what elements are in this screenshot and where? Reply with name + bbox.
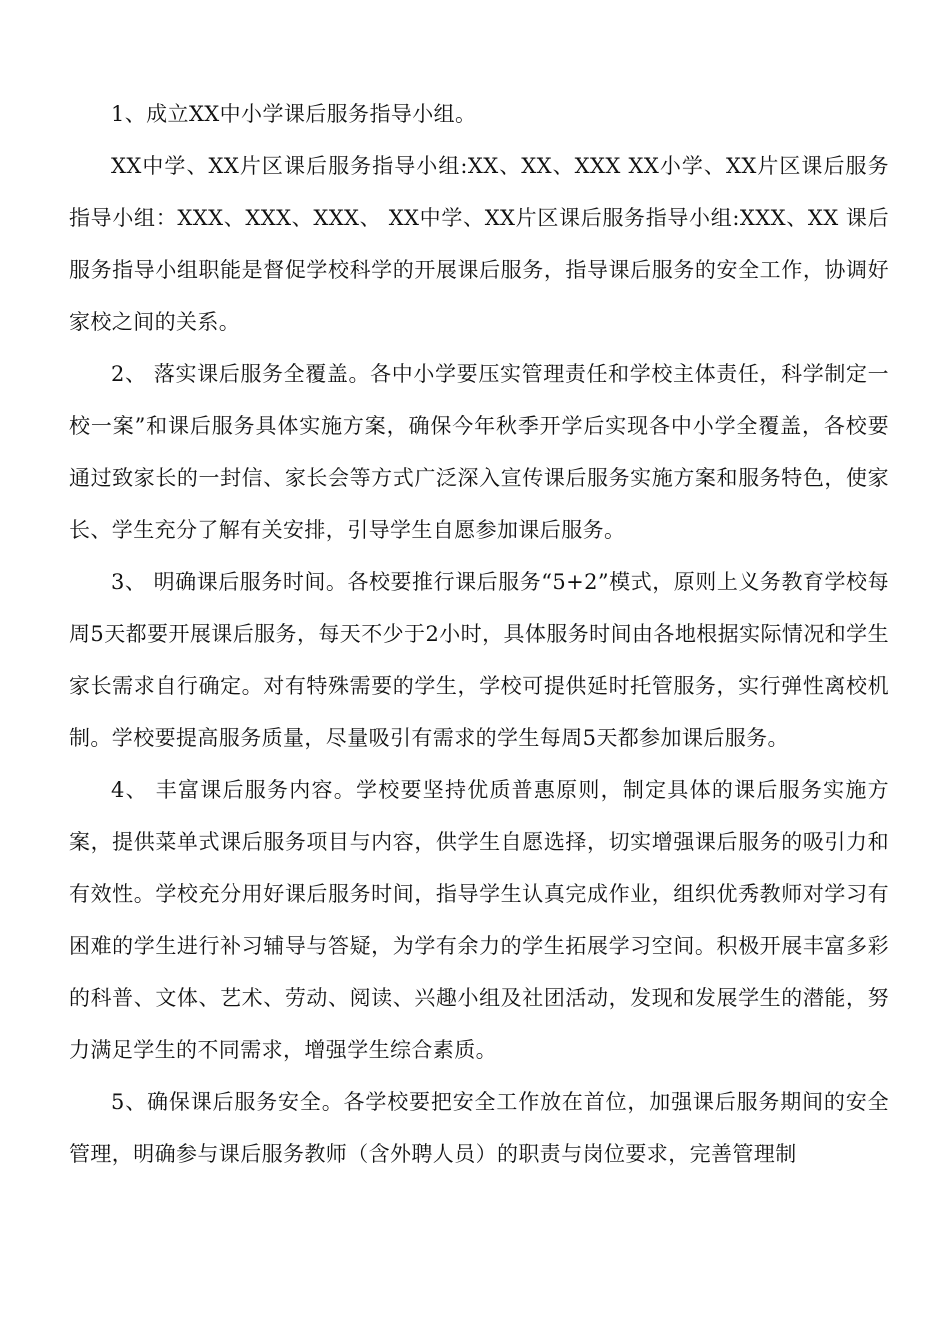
paragraph-item-3: 3、 明确课后服务时间。各校要推行课后服务“5+2”模式，原则上义务教育学校每周5天都要开展课后服务，每天不少于2小时，具体服务时间由各地根据实际情况和学生家长需求自行确定。对有特殊需要的学生，学校可提供延时托管服务，实行弹性离校机制。学校要提高服务质量，尽量吸引有需求的学生每周5天都参加课后服务。: [69, 570, 889, 750]
paragraph-item-1: 1、成立XX中小学课后服务指导小组。: [111, 102, 477, 126]
document-body: [69, 88, 889, 1180]
paragraph-group-members: XX中学、XX片区课后服务指导小组:XX、XX、XXX XX小学、XX片区课后服务指导小组：XXX、XXX、XXX、 XX中学、XX片区课后服务指导小组:XXX、XX 课后服务指导小组职能是督促学校科学的开展课后服务，指导课后服务的安全工作，协调好家校之间的关系。: [69, 154, 889, 334]
paragraph-item-5: 5、确保课后服务安全。各学校要把安全工作放在首位，加强课后服务期间的安全管理，明确参与课后服务教师（含外聘人员）的职责与岗位要求，完善管理制: [69, 1090, 889, 1166]
paragraph-item-4: 4、 丰富课后服务内容。学校要坚持优质普惠原则，制定具体的课后服务实施方案，提供菜单式课后服务项目与内容，供学生自愿选择，切实增强课后服务的吸引力和有效性。学校充分用好课后服务时间，指导学生认真完成作业，组织优秀教师对学习有困难的学生进行补习辅导与答疑，为学有余力的学生拓展学习空间。积极开展丰富多彩的科普、文体、艺术、劳动、阅读、兴趣小组及社团活动，发现和发展学生的潜能，努力满足学生的不同需求，增强学生综合素质。: [69, 778, 889, 1062]
paragraph-item-2: 2、 落实课后服务全覆盖。各中小学要压实管理责任和学校主体责任，科学制定一校一案”和课后服务具体实施方案，确保今年秋季开学后实现各中小学全覆盖，各校要通过致家长的一封信、家长会等方式广泛深入宣传课后服务实施方案和服务特色，使家长、学生充分了解有关安排，引导学生自愿参加课后服务。: [69, 362, 889, 542]
